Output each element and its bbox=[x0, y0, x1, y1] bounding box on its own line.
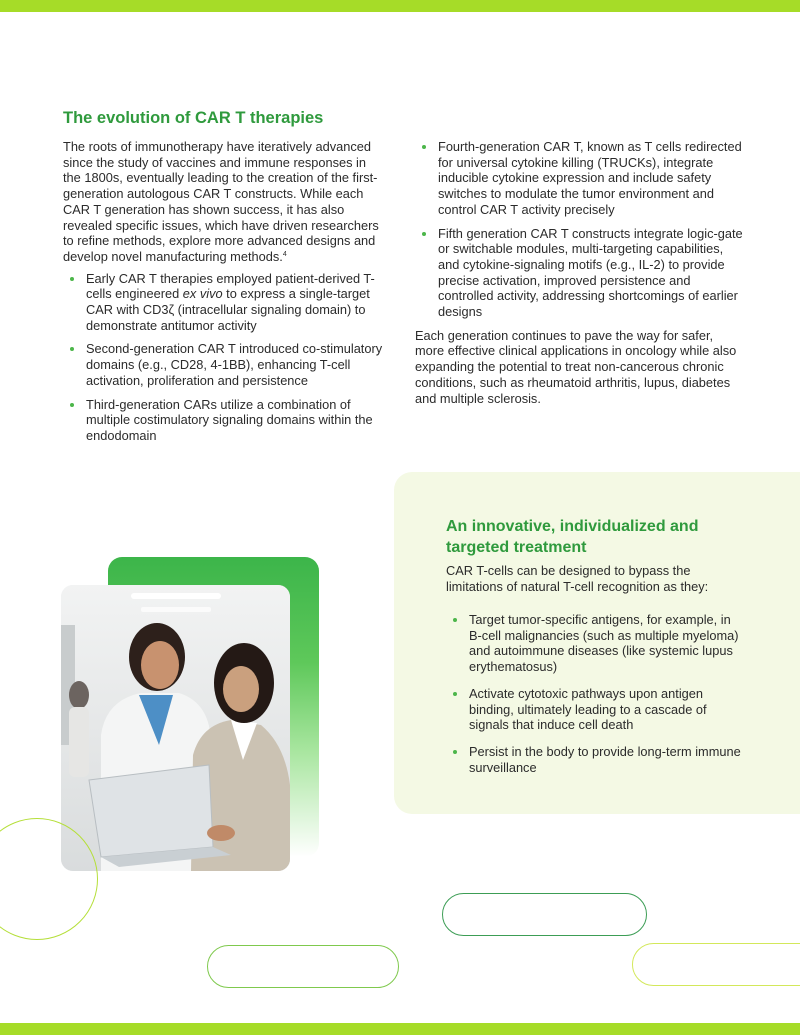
bullet-dot-icon bbox=[453, 692, 457, 696]
card-list-wrapper bbox=[446, 606, 746, 786]
decorative-pill-outline bbox=[207, 945, 399, 988]
decorative-pill-outline bbox=[632, 943, 800, 986]
bottom-accent-bar bbox=[0, 1023, 800, 1035]
reference-superscript: 4 bbox=[282, 250, 287, 258]
list-item bbox=[415, 226, 745, 320]
decorative-pill-outline bbox=[442, 893, 647, 936]
photo-illustration bbox=[61, 585, 290, 871]
list-item-text-end: to express a single-target CAR with CD3ζ (intracellular signaling domain) to demonstrate antitumor activity bbox=[86, 286, 370, 333]
list-item bbox=[415, 139, 745, 218]
intro-text: The roots of immunotherapy have iteratively advanced since the study of vaccines and immune responses in the 1800s, eventually leading to the creation of the first-generation autologous CAR T constructs. While each CAR T generation has shown success, it has also revealed specific issues, which have driven researchers to refine methods, explore more advanced designs and develop novel manufacturing methods. bbox=[63, 139, 379, 264]
list-item-text: Second-generation CAR T introduced co-stimulatory domains (e.g., CD28, 4-1BB), enhancing T-cell activation, proliferation and persistence bbox=[86, 341, 383, 388]
card-bullet-list bbox=[446, 612, 746, 775]
bullet-dot-icon bbox=[70, 347, 74, 351]
generation-list-left bbox=[63, 271, 383, 444]
list-item-text: Fourth-generation CAR T, known as T cells redirected for universal cytokine killing (TRUCKs), integrate inducible cytokine expression and include safety switches to modulate the tumor environment and control CAR T activity precisely bbox=[438, 139, 742, 217]
list-item-text: Third-generation CARs utilize a combination of multiple costimulatory signaling domains within the endodomain bbox=[86, 396, 373, 443]
list-item-text: Activate cytotoxic pathways upon antigen binding, ultimately leading to a cascade of signals that induce cell death bbox=[469, 685, 707, 733]
left-column bbox=[63, 139, 383, 452]
card-intro: CAR T-cells can be designed to bypass the limitations of natural T-cell recognition as they: bbox=[446, 563, 709, 594]
bullet-dot-icon bbox=[422, 145, 426, 149]
generation-list-right bbox=[415, 139, 745, 320]
right-column bbox=[415, 139, 745, 406]
list-item-italic: ex vivo bbox=[182, 286, 223, 302]
bullet-dot-icon bbox=[453, 750, 457, 754]
top-accent-bar bbox=[0, 0, 800, 12]
list-item-text-start: Early CAR T therapies employed patient-derived T-cells engineered bbox=[86, 270, 375, 302]
outro-paragraph: Each generation continues to pave the way for safer, more effective clinical applications in oncology while also expanding the potential to treat non-cancerous chronic conditions, such as rheumatoid arthritis, lupus, diabetes and multiple sclerosis. bbox=[415, 327, 737, 406]
list-item bbox=[63, 271, 383, 334]
doctors-with-laptop-photo bbox=[61, 585, 290, 871]
section-title: The evolution of CAR T therapies bbox=[63, 109, 324, 127]
list-item bbox=[446, 744, 746, 775]
list-item bbox=[446, 612, 746, 675]
bullet-dot-icon bbox=[453, 618, 457, 622]
intro-paragraph bbox=[63, 139, 383, 265]
list-item-text: Persist in the body to provide long-term immune surveillance bbox=[469, 743, 741, 775]
bullet-dot-icon bbox=[422, 232, 426, 236]
list-item bbox=[446, 686, 746, 733]
list-item-text: Target tumor-specific antigens, for example, in B-cell malignancies (such as multiple myeloma) and autoimmune diseases (like systemic lupus erythematosus) bbox=[469, 612, 739, 675]
bullet-dot-icon bbox=[70, 277, 74, 281]
list-item bbox=[63, 397, 383, 444]
bullet-dot-icon bbox=[70, 403, 74, 407]
list-item-text: Fifth generation CAR T constructs integrate logic-gate or switchable modules, multi-targeting capabilities, and cytokine-signaling motifs (e.g., IL-2) to provide precise activation, improved persistence and controlled activity, addressing shortcomings of earlier designs bbox=[438, 225, 743, 320]
list-item bbox=[63, 341, 383, 388]
card-title: An innovative, individualized and targeted treatment bbox=[446, 518, 699, 556]
